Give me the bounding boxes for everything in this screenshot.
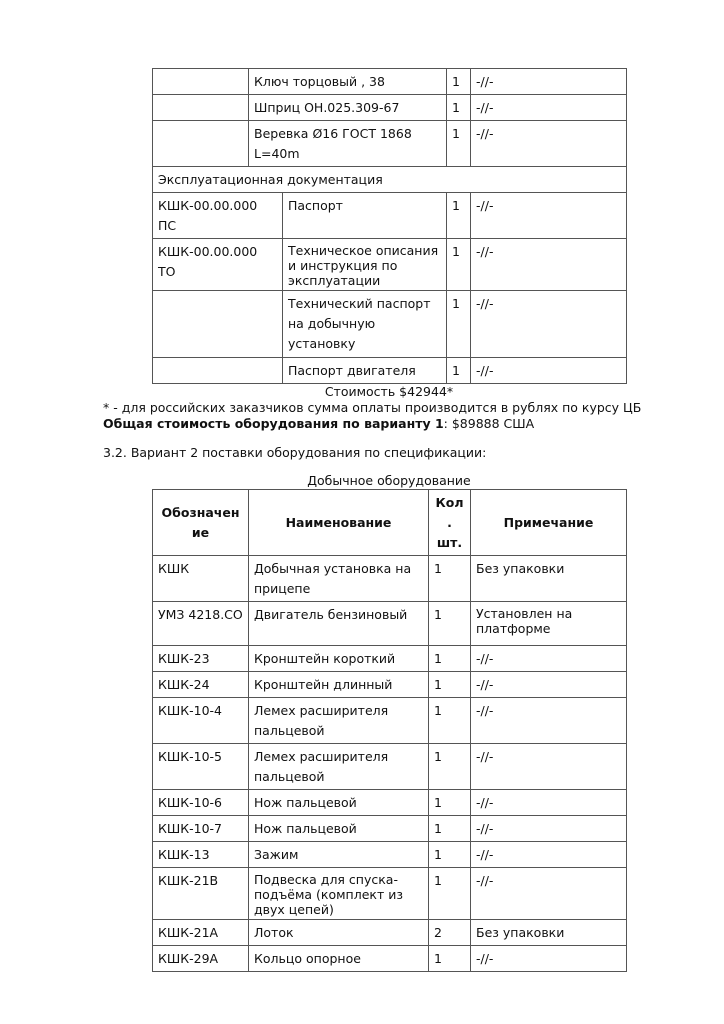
equipment-table-variant-1 (152, 68, 627, 384)
quantity-cell: 1 (447, 193, 471, 239)
table-row (153, 868, 627, 920)
header-row (153, 490, 627, 556)
quantity-cell: 1 (447, 69, 471, 95)
header-designation: Обозначение (153, 490, 249, 556)
quantity-cell: 1 (429, 816, 471, 842)
name-cell: Кронштейн длинный (249, 672, 429, 698)
designation-cell (153, 69, 249, 95)
designation-cell: КШК-24 (153, 672, 249, 698)
name-cell: Кольцо опорное (249, 946, 429, 972)
table-row (153, 358, 627, 384)
name-cell: Паспорт двигателя (283, 358, 447, 384)
name-cell: Паспорт (283, 193, 447, 239)
table-row (153, 672, 627, 698)
quantity-cell: 1 (429, 744, 471, 790)
table-row (153, 95, 627, 121)
quantity-cell: 1 (429, 946, 471, 972)
name-cell: Нож пальцевой (249, 790, 429, 816)
quantity-cell: 1 (447, 291, 471, 358)
note-cell: Установлен на платформе (471, 602, 627, 646)
note-cell: Без упаковки (471, 556, 627, 602)
note-cell: -//- (471, 744, 627, 790)
note-cell: -//- (471, 239, 627, 291)
name-cell: Ключ торцовый , 38 (249, 69, 447, 95)
note-cell: -//- (471, 672, 627, 698)
name-cell: Подвеска для спуска-подъёма (комплект из двух цепей) (249, 868, 429, 920)
quantity-cell: 1 (429, 646, 471, 672)
designation-cell (153, 121, 249, 167)
section-heading: 3.2. Вариант 2 поставки оборудования по спецификации: (103, 445, 487, 460)
quantity-cell: 1 (447, 358, 471, 384)
header-note: Примечание (471, 490, 627, 556)
designation-cell: КШК-00.00.000 ТО (153, 239, 283, 291)
designation-cell (153, 291, 283, 358)
table-caption: Добычное оборудование (307, 473, 471, 488)
note-cell: -//- (471, 291, 627, 358)
table-row (153, 744, 627, 790)
note-cell: -//- (471, 946, 627, 972)
quantity-cell: 1 (447, 121, 471, 167)
note-cell: -//- (471, 121, 627, 167)
cost-line: Стоимость $42944* (324, 384, 454, 399)
quantity-cell: 1 (429, 842, 471, 868)
name-cell: Веревка Ø16 ГОСТ 1868 L=40m (249, 121, 447, 167)
designation-cell: КШК (153, 556, 249, 602)
note-cell: -//- (471, 790, 627, 816)
designation-cell (153, 95, 249, 121)
table-row (153, 698, 627, 744)
table-row (153, 556, 627, 602)
note-cell: Без упаковки (471, 920, 627, 946)
note-cell: -//- (471, 842, 627, 868)
quantity-cell: 1 (429, 790, 471, 816)
note-cell: -//- (471, 95, 627, 121)
name-cell: Лемех расширителя пальцевой (249, 698, 429, 744)
name-cell: Зажим (249, 842, 429, 868)
table-row (153, 946, 627, 972)
note-cell: -//- (471, 698, 627, 744)
quantity-cell: 1 (447, 95, 471, 121)
quantity-cell: 1 (429, 556, 471, 602)
table-row (153, 193, 627, 239)
section-title: Эксплуатационная документация (153, 167, 627, 193)
table-row (153, 167, 627, 193)
designation-cell: КШК-23 (153, 646, 249, 672)
table-row (153, 790, 627, 816)
quantity-cell: 2 (429, 920, 471, 946)
table-row (153, 842, 627, 868)
table-row (153, 816, 627, 842)
name-cell: Лоток (249, 920, 429, 946)
table-row (153, 69, 627, 95)
note-cell: -//- (471, 193, 627, 239)
total-cost-label: Общая стоимость оборудования по варианту 1 (103, 416, 444, 431)
name-cell: Добычная установка на прицепе (249, 556, 429, 602)
footnote: * - для российских заказчиков сумма оплаты производится в рублях по курсу ЦБ (103, 400, 642, 415)
table-row (153, 121, 627, 167)
designation-cell: КШК-10-5 (153, 744, 249, 790)
total-cost-value: : $89888 США (443, 416, 535, 431)
quantity-cell: 1 (429, 698, 471, 744)
designation-cell: УМЗ 4218.СО (153, 602, 249, 646)
note-cell: -//- (471, 868, 627, 920)
note-cell: -//- (471, 358, 627, 384)
header-name: Наименование (249, 490, 429, 556)
designation-cell: КШК-13 (153, 842, 249, 868)
quantity-cell: 1 (429, 868, 471, 920)
total-cost (103, 416, 663, 432)
name-cell: Технический паспорт на добычную установку (283, 291, 447, 358)
name-cell: Нож пальцевой (249, 816, 429, 842)
quantity-cell: 1 (447, 239, 471, 291)
name-cell: Техническое описания и инструкция по эксплуатации (283, 239, 447, 291)
designation-cell: КШК-10-6 (153, 790, 249, 816)
table-row (153, 239, 627, 291)
designation-cell: КШК-21В (153, 868, 249, 920)
quantity-cell: 1 (429, 602, 471, 646)
name-cell: Шприц ОН.025.309-67 (249, 95, 447, 121)
table-row (153, 602, 627, 646)
name-cell: Кронштейн короткий (249, 646, 429, 672)
designation-cell: КШК-21А (153, 920, 249, 946)
equipment-table-variant-2 (152, 489, 627, 972)
quantity-cell: 1 (429, 672, 471, 698)
note-cell: -//- (471, 69, 627, 95)
table-row (153, 646, 627, 672)
designation-cell: КШК-00.00.000 ПС (153, 193, 283, 239)
header-quantity: Кол. шт. (429, 490, 471, 556)
table-row (153, 291, 627, 358)
note-cell: -//- (471, 646, 627, 672)
name-cell: Двигатель бензиновый (249, 602, 429, 646)
designation-cell (153, 358, 283, 384)
designation-cell: КШК-29А (153, 946, 249, 972)
name-cell: Лемех расширителя пальцевой (249, 744, 429, 790)
table-row (153, 920, 627, 946)
note-cell: -//- (471, 816, 627, 842)
designation-cell: КШК-10-4 (153, 698, 249, 744)
designation-cell: КШК-10-7 (153, 816, 249, 842)
